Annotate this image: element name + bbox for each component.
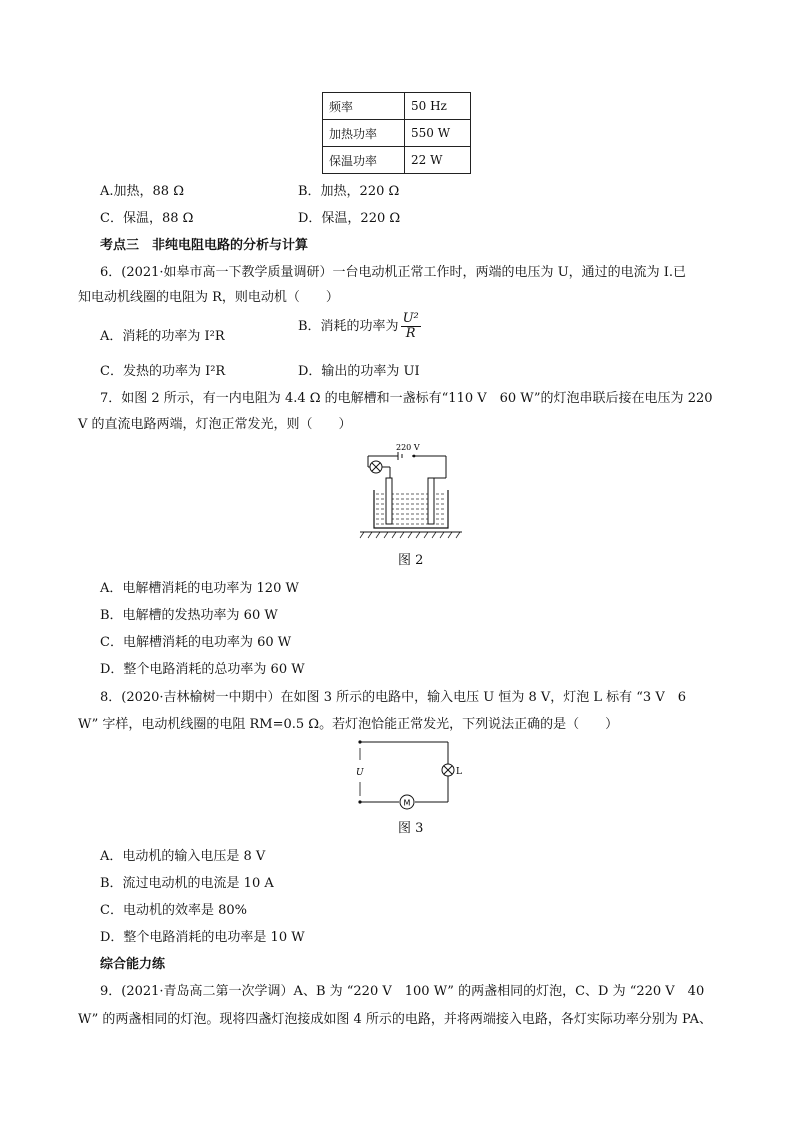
section-title: 考点三 非纯电阻电路的分析与计算 xyxy=(100,238,309,253)
table-cell: 加热功率 xyxy=(323,120,405,147)
q7-option-d: D．整个电路消耗的总功率为 60 W xyxy=(100,662,305,677)
figure-2-caption: 图 2 xyxy=(398,553,424,568)
q5-option-b: B．加热，220 Ω xyxy=(298,184,400,199)
q6-option-a: A．消耗的功率为 I²R xyxy=(100,329,225,344)
fraction xyxy=(401,312,421,341)
q5-option-d: D．保温，220 Ω xyxy=(298,211,401,226)
q7-option-a: A．电解槽消耗的电功率为 120 W xyxy=(100,581,299,596)
lamp-icon xyxy=(370,461,382,473)
q6-option-d: D．输出的功率为 UI xyxy=(298,364,420,379)
fraction-numerator: U² xyxy=(402,311,419,326)
lamp-icon xyxy=(442,764,454,776)
figure-3-motor-label: M xyxy=(403,798,411,808)
table-cell: 保温功率 xyxy=(323,147,405,174)
q6-option-b xyxy=(298,312,421,341)
q9-stem-line2: W” 的两盏相同的灯泡。现将四盏灯泡接成如图 4 所示的电路，并将两端接入电路，各灯实际功率分别为 PA、 xyxy=(78,1012,712,1027)
q6-option-c: C．发热的功率为 I²R xyxy=(100,364,226,379)
table-row xyxy=(323,93,471,120)
table-cell: 频率 xyxy=(323,93,405,120)
fraction-denominator: R xyxy=(405,326,416,341)
figure-2-voltage-label: 220 V xyxy=(396,443,420,452)
q5-option-a: A.加热，88 Ω xyxy=(100,184,184,199)
q8-option-c: C．电动机的效率是 80% xyxy=(100,903,247,918)
section-title: 综合能力练 xyxy=(100,957,166,972)
q5-option-c: C．保温，88 Ω xyxy=(100,211,194,226)
q9-stem-line1: 9．(2021·青岛高二第一次学调）A、B 为 “220 V 100 W” 的两盏相同的灯泡，C、D 为 “220 V 40 xyxy=(100,984,705,999)
q7-stem-line2: V 的直流电路两端，灯泡正常发光，则（ ） xyxy=(78,417,352,432)
spec-table xyxy=(322,92,471,174)
q6-stem-line2: 知电动机线圈的电阻为 R，则电动机（ ） xyxy=(78,290,339,305)
q8-stem-line1: 8．(2020·吉林榆树一中期中）在如图 3 所示的电路中，输入电压 U 恒为 8 V，灯泡 L 标有 “3 V 6 xyxy=(100,690,686,705)
q7-option-b: B．电解槽的发热功率为 60 W xyxy=(100,608,278,623)
figure-3-u-label: U xyxy=(356,768,364,778)
q6-option-b-text: B．消耗的功率为 xyxy=(298,319,399,334)
q8-option-d: D．整个电路消耗的电功率是 10 W xyxy=(100,930,305,945)
q6-stem-line1: 6．(2021·如皋市高一下教学质量调研）一台电动机正常工作时，两端的电压为 U，通过的电流为 I.已 xyxy=(100,265,687,280)
q8-option-b: B．流过电动机的电流是 10 A xyxy=(100,876,274,891)
q7-option-c: C．电解槽消耗的电功率为 60 W xyxy=(100,635,292,650)
q7-stem-line1: 7．如图 2 所示，有一内电阻为 4.4 Ω 的电解槽和一盏标有“110 V 60 W”的灯泡串联后接在电压为 220 xyxy=(100,391,713,406)
q8-stem-line2: W” 字样，电动机线圈的电阻 RM=0.5 Ω。若灯泡恰能正常发光，下列说法正确的是（ ） xyxy=(78,717,619,732)
table-row xyxy=(323,120,471,147)
figure-2-electrolytic-cell xyxy=(356,440,466,542)
figure-3-circuit xyxy=(350,738,466,810)
figure-3-lamp-label: L xyxy=(456,767,462,777)
table-row xyxy=(323,147,471,174)
figure-3-caption: 图 3 xyxy=(398,821,424,836)
table-cell: 22 W xyxy=(405,147,471,174)
q8-option-a: A．电动机的输入电压是 8 V xyxy=(100,849,266,864)
table-cell: 550 W xyxy=(405,120,471,147)
table-cell: 50 Hz xyxy=(405,93,471,120)
motor-icon xyxy=(400,795,414,809)
